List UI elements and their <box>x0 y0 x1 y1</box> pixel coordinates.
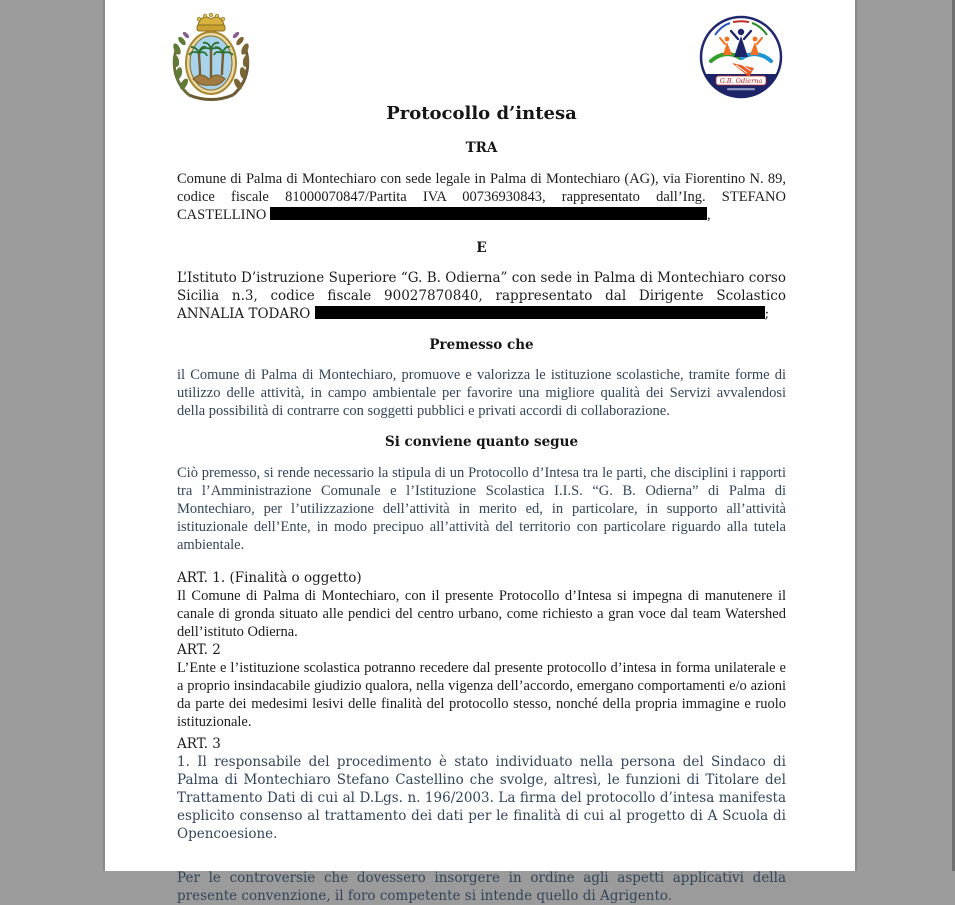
article-3-heading: ART. 3 <box>177 735 221 752</box>
school-logo-icon <box>699 13 783 101</box>
party2-text: L’Istituto D’istruzione Superiore “G. B. Odierna” con sede in Palma di Montechiaro corso Sicilia n.3, codice fiscale 90027870840, rappresentato dal Dirigente Scolastico ANNALIA TODARO <box>177 270 786 322</box>
document-page <box>103 0 857 904</box>
paragraph-party2 <box>177 269 786 323</box>
logo-header <box>105 0 855 103</box>
article-3 <box>177 735 786 843</box>
article-1 <box>177 569 786 641</box>
paragraph-premesso: il Comune di Palma di Montechiaro, promuove e valorizza le istituzione scolastiche, tramite forme di utilizzo delle attività, in campo ambientale per favorire una migliore qualità dei Servizi avvalendosi della possibilità di contrarre con soggetti pubblici e privati accordi di collaborazione. <box>177 366 786 419</box>
document-body <box>105 103 855 905</box>
municipality-coat-of-arms-icon <box>169 13 253 103</box>
heading-e: E <box>476 240 487 256</box>
article-1-body: Il Comune di Palma di Montechiaro, con il presente Protocollo d’Intesa si impegna di manutenere il canale di gronda situato alle pendici del centro urbano, come richiesto a gran voce dal team Watershed dell’istituto Odierna. <box>177 587 786 640</box>
page-title: Protocollo d’intesa <box>386 103 577 124</box>
school-logo-caption: G.B. Odierna <box>719 77 763 85</box>
redaction-bar <box>270 207 707 220</box>
article-2 <box>177 641 786 731</box>
article-1-heading: ART. 1. (Finalità o oggetto) <box>177 569 362 586</box>
party1-punctuation: , <box>707 207 711 223</box>
article-3-body: 1. Il responsabile del procedimento è stato individuato nella persona del Sindaco di Palma di Montechiaro Stefano Castellino che svolge, altresì, le funzioni di Titolare del Trattamento Dati di cui al D.Lgs. n. 196/2003. La firma del protocollo d’intesa manifesta esplicito consenso al trattamento dei dati per le finalità di cui al progetto di A Scuola di Opencoesione. <box>177 753 786 842</box>
paragraph-party1 <box>177 170 786 224</box>
sub-caption-marks <box>727 88 755 90</box>
party2-punctuation: ; <box>764 306 770 322</box>
article-2-body: L’Ente e l’istituzione scolastica potranno recedere dal presente protocollo d’intesa in forma unilaterale e a proprio insindacabile giudizio qualora, nella vigenza dell’accordo, emergano comportamenti e/o azioni da parte dei medesimi lesivi delle finalità del protocollo stesso, nonché della propria immagine e ruolo istituzionale. <box>177 659 786 730</box>
paragraph-closing: Per le controversie che dovessero insorgere in ordine agli aspetti applicativi della presente convenzione, il foro competente si intende quello di Agrigento. <box>177 869 786 904</box>
article-2-heading: ART. 2 <box>177 641 221 658</box>
heading-si-conviene: Si conviene quanto segue <box>384 434 579 450</box>
heading-tra: TRA <box>465 140 498 156</box>
crown-icon <box>197 13 225 31</box>
heading-premesso-che: Premesso che <box>429 336 534 353</box>
paragraph-conviene: Ciò premesso, si rende necessario la stipula di un Protocollo d’Intesa tra le parti, che disciplini i rapporti tra l’Amministrazione Comunale e l’Istituzione Scolastica I.I.S. “G. B. Odierna” di Palma di Montechiaro, per l’utilizzazione dell’attività in merito ed, in particolare, in supporto all’attività istituzionale dell’Ente, in modo precipuo all’attività del territorio con particolare riguardo alla tutela ambientale. <box>177 465 786 553</box>
party1-text: Comune di Palma di Montechiaro con sede legale in Palma di Montechiaro (AG), via Fiorentino N. 89, codice fiscale 81000070847/Partita IVA 00736930843, rappresentato dall’Ing. STEFANO CASTELLINO <box>177 171 786 223</box>
redaction-bar <box>315 306 765 319</box>
